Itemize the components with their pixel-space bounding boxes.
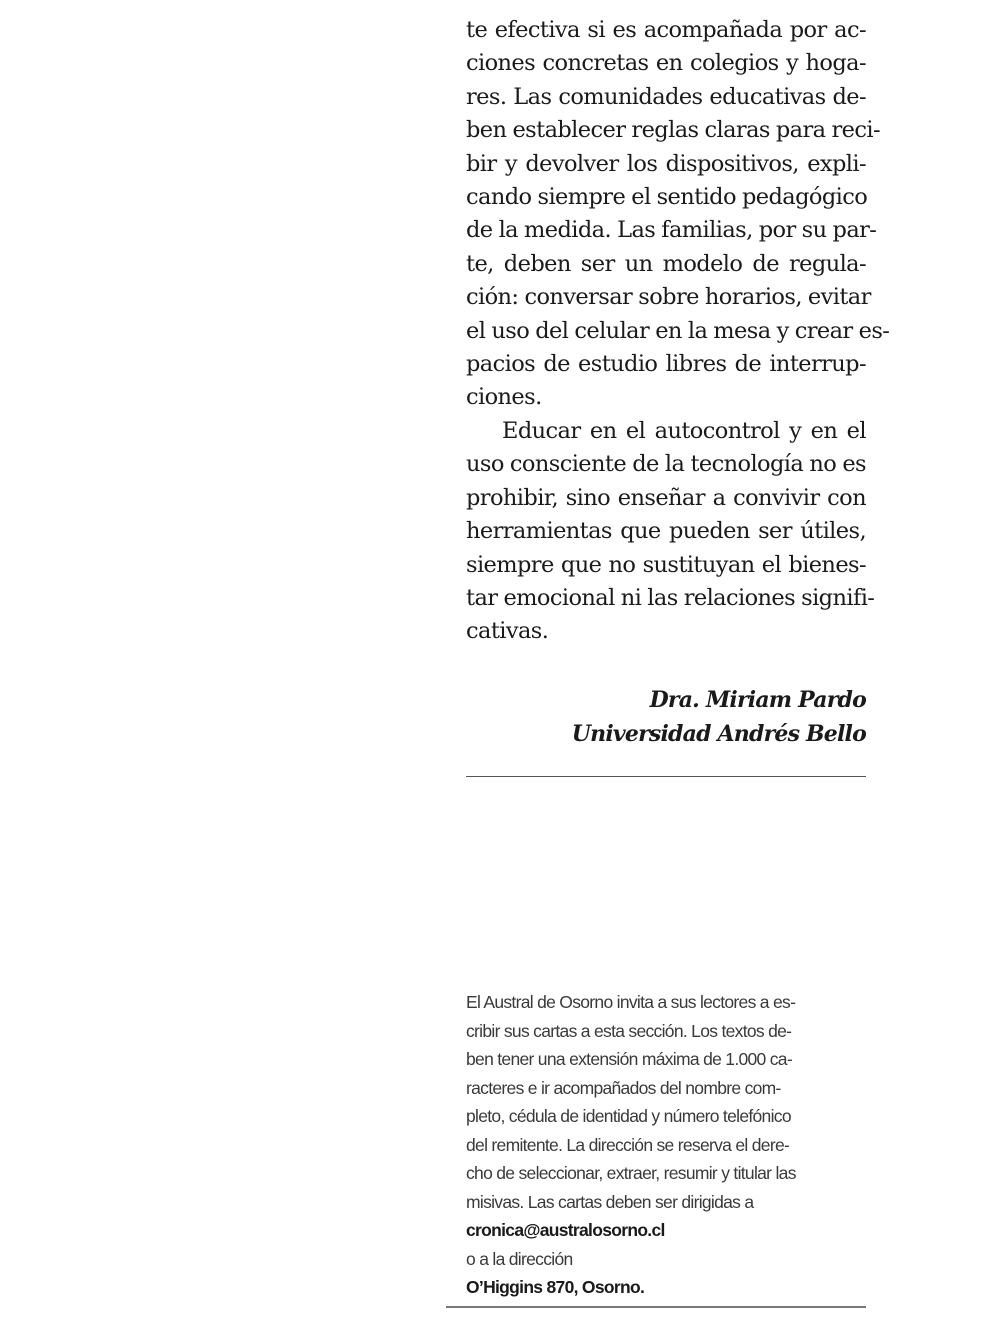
- text-line: cativas.: [466, 618, 549, 645]
- text-line: te efectiva si es acompañada por ac-: [466, 17, 866, 43]
- letter-column: [466, 14, 890, 751]
- notice-line: pleto, cédula de identidad y número telefónico: [466, 1106, 791, 1126]
- text-line: herramientas que pueden ser útiles,: [466, 518, 866, 545]
- signature: [466, 683, 866, 751]
- author-affiliation: Universidad Andrés Bello: [571, 720, 866, 747]
- paragraph-2: [466, 415, 875, 649]
- text-line: te, deben ser un modelo de regula-: [466, 250, 866, 277]
- text-line: ciones concretas en colegios y hoga-: [466, 50, 866, 77]
- notice-connector: o a la dirección: [466, 1248, 573, 1269]
- text-line: ben establecer reglas claras para reci-: [466, 117, 880, 144]
- notice-line: cho de seleccionar, extraer, resumir y titular las: [466, 1163, 796, 1183]
- text-line: pacios de estudio libres de interrup-: [466, 351, 866, 378]
- notice-line: misivas. Las cartas deben ser dirigidas a: [466, 1191, 754, 1212]
- text-line: uso consciente de la tecnología no es: [466, 451, 866, 478]
- author-name: Dra. Miriam Pardo: [649, 686, 866, 713]
- notice-line: del remitente. La dirección se reserva el dere-: [466, 1134, 790, 1155]
- text-line: prohibir, sino enseñar a convivir con: [466, 484, 866, 511]
- text-line: Educar en el autocontrol y en el: [502, 417, 866, 444]
- text-line: cando siempre el sentido pedagógico: [466, 184, 868, 211]
- letter-body: [466, 14, 890, 649]
- notice-line: cribir sus cartas a esta sección. Los textos de-: [466, 1020, 792, 1041]
- bottom-divider: [446, 1306, 866, 1308]
- text-line: tar emocional ni las relaciones signifi-: [466, 584, 875, 611]
- text-line: el uso del celular en la mesa y crear es-: [466, 317, 890, 344]
- text-line: siempre que no sustituyan el bienes-: [466, 551, 866, 578]
- text-line: bir y devolver los dispositivos, expli-: [466, 150, 866, 177]
- text-line: ciones.: [466, 384, 542, 411]
- postal-address: O’Higgins 870, Osorno.: [466, 1277, 645, 1297]
- contact-email[interactable]: cronica@australosorno.cl: [466, 1220, 665, 1240]
- paragraph-1: [466, 14, 890, 415]
- notice-line: ben tener una extensión máxima de 1.000 ca-: [466, 1049, 792, 1069]
- notice-line: racteres e ir acompañados del nombre com-: [466, 1077, 781, 1098]
- text-line: de la medida. Las familias, por su par-: [466, 217, 877, 244]
- submission-notice: [466, 988, 866, 1302]
- section-divider: [466, 776, 866, 777]
- notice-line: El Austral de Osorno invita a sus lectores a es-: [466, 992, 796, 1012]
- text-line: ción: conversar sobre horarios, evitar: [466, 284, 871, 311]
- text-line: res. Las comunidades educativas de-: [466, 83, 866, 110]
